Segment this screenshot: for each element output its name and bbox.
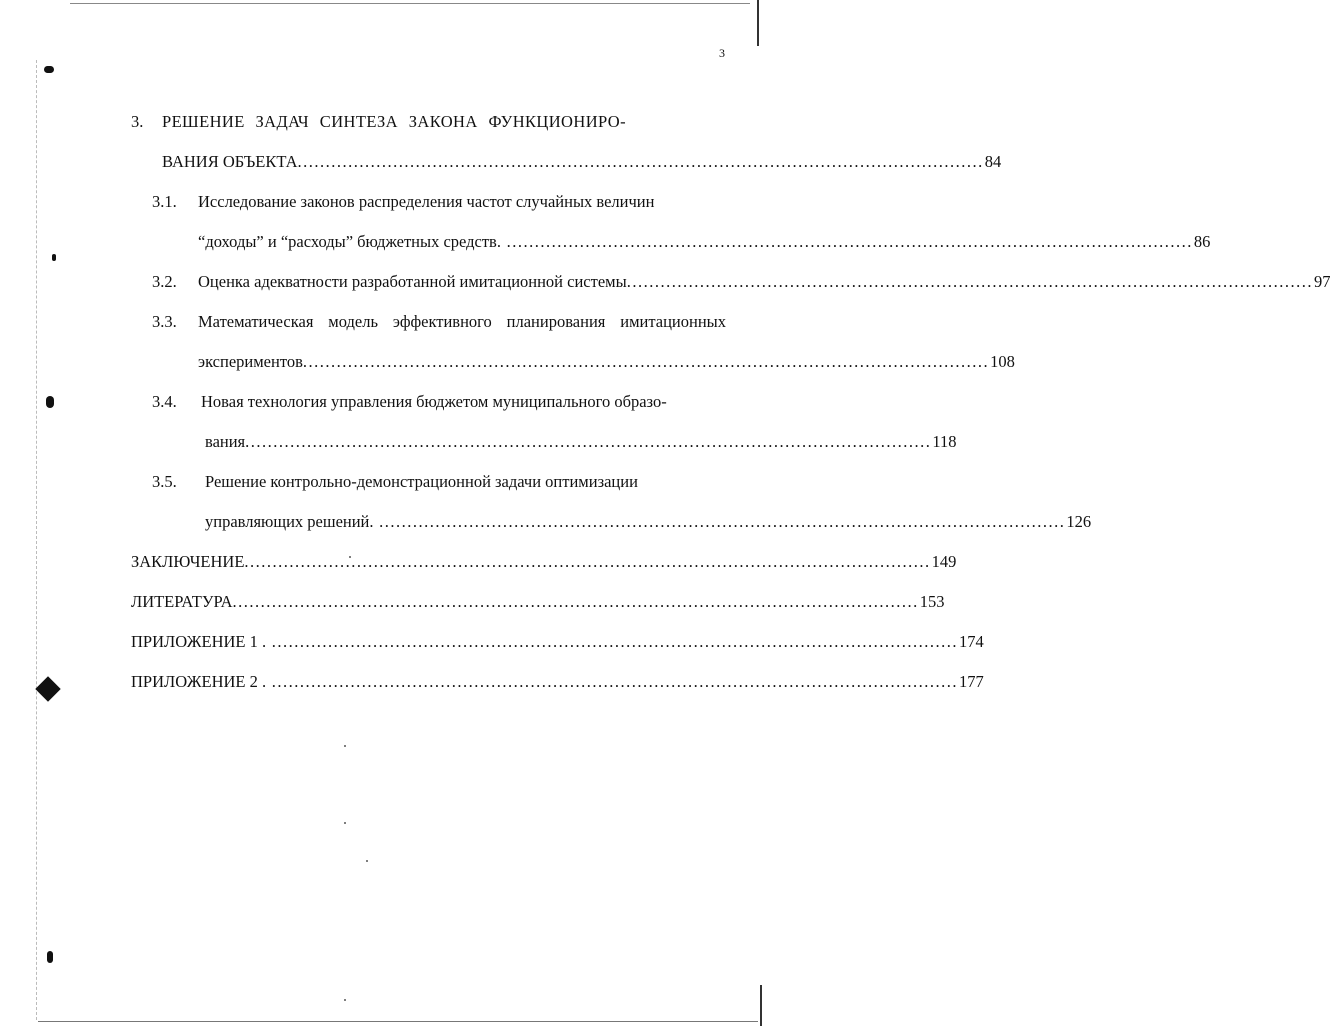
- toc-entry: [198, 272, 1330, 292]
- leader-dots: ..........................................................................................................................: [244, 552, 931, 571]
- scan-left-margin-line: [36, 60, 38, 1020]
- toc-entry-title: ЗАКЛЮЧЕНИЕ: [131, 552, 245, 571]
- scan-bottom-rule: [38, 1021, 758, 1022]
- toc-page-number: 126: [1066, 512, 1092, 531]
- scan-blot: [44, 66, 54, 73]
- leader-dots: ..........................................................................................................................: [232, 592, 919, 611]
- scan-right-edge: [757, 0, 759, 46]
- scan-blot: [52, 254, 56, 261]
- toc-entry: [131, 552, 957, 572]
- leader-dots: ..........................................................................................................................: [500, 232, 1193, 251]
- leader-dots: ..........................................................................................................................: [626, 272, 1313, 291]
- toc-entry-title: вания: [205, 432, 246, 451]
- toc-section-number: 3.1.: [152, 192, 177, 211]
- toc-page-number: 149: [931, 552, 957, 571]
- toc-page-number: 177: [958, 672, 984, 691]
- toc-section-number: 3.4.: [152, 392, 177, 411]
- toc-page-number: 108: [990, 352, 1015, 371]
- toc-page-number: 174: [958, 632, 984, 651]
- leader-dots: ..........................................................................................................................: [266, 672, 958, 691]
- leader-dots: ..........................................................................................................................: [373, 512, 1066, 531]
- scan-blot: [47, 951, 53, 963]
- leader-dots: ..........................................................................................................................: [297, 152, 984, 171]
- toc-entry-title: Оценка адекватности разработанной имитационной системы: [198, 272, 627, 291]
- toc-page-number: 86: [1193, 232, 1211, 251]
- toc-page-number: 118: [932, 432, 957, 451]
- toc-entry-title: “доходы” и “расходы” бюджетных средств.: [198, 232, 501, 251]
- toc-chapter-title: РЕШЕНИЕ ЗАДАЧ СИНТЕЗА ЗАКОНА ФУНКЦИОНИРО-: [162, 112, 626, 131]
- toc-page-number: 153: [919, 592, 945, 611]
- toc-section-number: 3.2.: [152, 272, 177, 291]
- toc-entry: [131, 592, 945, 612]
- toc-page-number: 97: [1313, 272, 1330, 291]
- toc-entry-title: экспериментов: [198, 352, 303, 371]
- scan-right-edge-bottom: [760, 985, 762, 1026]
- toc-entry-title: Математическая модель эффективного планирования имитационных: [198, 312, 726, 331]
- toc-entry-title: ЛИТЕРАТУРА: [131, 592, 233, 611]
- toc-entry: [131, 632, 984, 652]
- page-number: 3: [719, 46, 725, 60]
- scan-top-rule: [70, 3, 750, 4]
- toc-entry-title: управляющих решений.: [205, 512, 374, 531]
- toc-entry: [198, 232, 1211, 252]
- toc-page-number: 84: [984, 152, 1002, 171]
- toc-entry-title: ПРИЛОЖЕНИЕ 2 .: [131, 672, 267, 691]
- leader-dots: ..........................................................................................................................: [266, 632, 958, 651]
- scan-speck: [366, 860, 368, 862]
- toc-entry-title: ВАНИЯ ОБЪЕКТА: [162, 152, 298, 171]
- leader-dots: ..........................................................................................................................: [245, 432, 932, 451]
- toc-entry-title: ПРИЛОЖЕНИЕ 1 .: [131, 632, 267, 651]
- scan-speck: [344, 822, 346, 824]
- toc-entry-title: Исследование законов распределения частот случайных величин: [198, 192, 655, 211]
- toc-entry: [205, 512, 1092, 532]
- toc-entry: [131, 672, 984, 692]
- toc-entry: [198, 352, 1015, 372]
- toc-section-number: 3.3.: [152, 312, 177, 331]
- toc-entry: [162, 152, 1002, 172]
- scan-speck: [344, 999, 346, 1001]
- scan-blot: [35, 676, 60, 701]
- toc-chapter-number: 3.: [131, 112, 144, 131]
- scan-blot: [46, 396, 54, 408]
- toc-section-number: 3.5.: [152, 472, 177, 491]
- leader-dots: ..........................................................................................................................: [302, 352, 990, 371]
- toc-entry-title: Решение контрольно-демонстрационной задачи оптимизации: [205, 472, 638, 491]
- scan-speck: [344, 745, 346, 747]
- toc-entry-title: Новая технология управления бюджетом муниципального образо-: [201, 392, 667, 411]
- toc-entry: [205, 432, 957, 452]
